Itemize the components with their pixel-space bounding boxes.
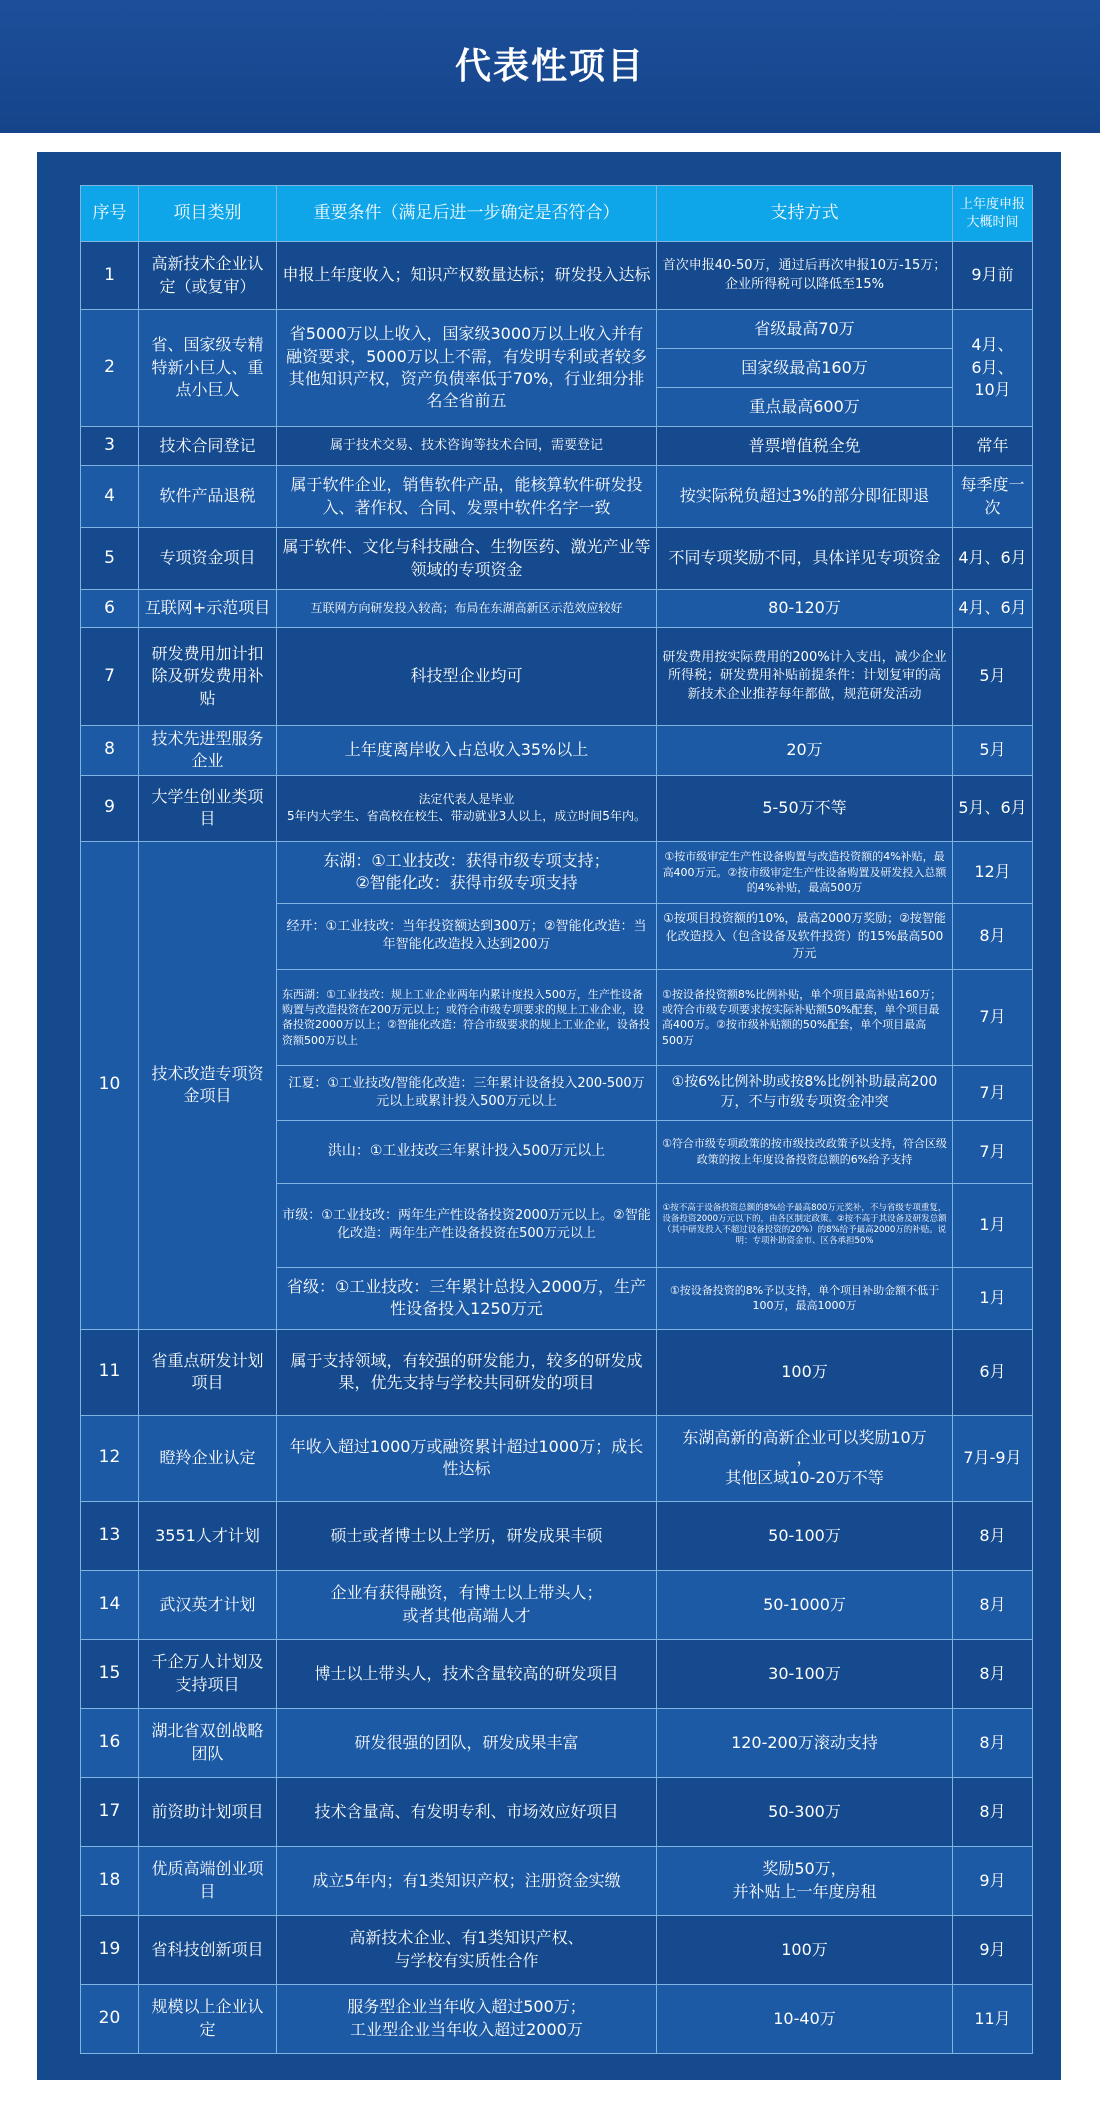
table-row	[81, 427, 1033, 466]
table-row	[81, 1915, 1033, 1984]
row-time: 1月	[953, 1183, 1033, 1267]
row-number: 4	[81, 466, 139, 528]
table-row	[81, 242, 1033, 310]
row-type: 互联网+示范项目	[139, 590, 277, 628]
row-time: 1月	[953, 1267, 1033, 1329]
table-row	[81, 1777, 1033, 1846]
row-support: 30-100万	[657, 1639, 953, 1708]
row-time: 7月	[953, 1120, 1033, 1183]
row-conditions: 经开：①工业技改：当年投资额达到300万；②智能化改造：当年智能化改造投入达到200万	[277, 903, 657, 969]
row-number: 17	[81, 1777, 139, 1846]
row-conditions: 科技型企业均可	[277, 628, 657, 726]
table-row	[81, 1984, 1033, 2053]
row-conditions: 博士以上带头人，技术含量较高的研发项目	[277, 1639, 657, 1708]
row-time: 7月	[953, 969, 1033, 1065]
row-conditions: 江夏：①工业技改/智能化改造：三年累计设备投入200-500万元以上或累计投入500万元以上	[277, 1065, 657, 1120]
row-time: 4月、 6月、 10月	[953, 310, 1033, 427]
header-type: 项目类别	[139, 186, 277, 242]
table-row	[81, 841, 1033, 903]
table-row	[81, 310, 1033, 349]
row-number: 12	[81, 1415, 139, 1501]
table-row	[81, 628, 1033, 726]
row-support: ①按设备投资的8%予以支持，单个项目补助金额不低于100万，最高1000万	[657, 1267, 953, 1329]
row-conditions: 成立5年内；有1类知识产权；注册资金实缴	[277, 1846, 657, 1915]
row-number: 2	[81, 310, 139, 427]
row-type: 千企万人计划及支持项目	[139, 1639, 277, 1708]
row-conditions: 上年度离岸收入占总收入35%以上	[277, 726, 657, 776]
table-row	[81, 590, 1033, 628]
row-time: 5月	[953, 628, 1033, 726]
row-number: 16	[81, 1708, 139, 1777]
table-row	[81, 1708, 1033, 1777]
table-row	[81, 528, 1033, 590]
row-support: ①按设备投资额8%比例补贴，单个项目最高补贴160万；或符合市级专项要求按实际补贴额50%配套，单个项目最高400万。②按市级补贴额的50%配套，单个项目最高500万	[657, 969, 953, 1065]
row-support: 普票增值税全免	[657, 427, 953, 466]
row-time: 8月	[953, 1570, 1033, 1639]
row-time: 11月	[953, 1984, 1033, 2053]
row-time: 7月	[953, 1065, 1033, 1120]
row-time: 5月、6月	[953, 775, 1033, 841]
table-row	[81, 1570, 1033, 1639]
row-support: 不同专项奖励不同，具体详见专项资金	[657, 528, 953, 590]
row-time: 5月	[953, 726, 1033, 776]
row-support: 东湖高新的高新企业可以奖励10万 ， 其他区域10-20万不等	[657, 1415, 953, 1501]
row-time: 9月前	[953, 242, 1033, 310]
row-support: 首次申报40-50万，通过后再次申报10万-15万；企业所得税可以降低至15%	[657, 242, 953, 310]
row-number: 15	[81, 1639, 139, 1708]
row-number: 11	[81, 1329, 139, 1415]
row-number: 18	[81, 1846, 139, 1915]
row-support: ①符合市级专项政策的按市级技改政策予以支持，符合区级政策的按上年度设备投资总额的6%给予支持	[657, 1120, 953, 1183]
row-conditions: 技术含量高、有发明专利、市场效应好项目	[277, 1777, 657, 1846]
row-conditions: 东西湖：①工业技改：规上工业企业两年内累计度投入500万，生产性设备购置与改造投资在200万元以上；或符合市级专项要求的规上工业企业，设备投资2000万以上；②智能化改造：符合市级要求的规上工业企业，设备投资额500万以上	[277, 969, 657, 1065]
row-time: 4月、6月	[953, 528, 1033, 590]
row-number: 9	[81, 775, 139, 841]
row-support: 50-300万	[657, 1777, 953, 1846]
row-conditions: 年收入超过1000万或融资累计超过1000万；成长性达标	[277, 1415, 657, 1501]
row-type: 前资助计划项目	[139, 1777, 277, 1846]
row-support: 100万	[657, 1329, 953, 1415]
table-row	[81, 1501, 1033, 1570]
table-row	[81, 1415, 1033, 1501]
row-conditions: 市级：①工业技改：两年生产性设备投资2000万元以上。②智能化改造：两年生产性设备投资在500万元以上	[277, 1183, 657, 1267]
row-conditions: 省级：①工业技改：三年累计总投入2000万，生产性设备投入1250万元	[277, 1267, 657, 1329]
row-conditions: 企业有获得融资，有博士以上带头人； 或者其他高端人才	[277, 1570, 657, 1639]
row-type: 优质高端创业项目	[139, 1846, 277, 1915]
row-type: 3551人才计划	[139, 1501, 277, 1570]
row-support: ①按不高于设备投资总额的8%给予最高800万元奖补，不与省级专项重复，设备投资2000万元以下的，由各区制定政策。②按不高于其设备及研发总额（其中研发投入不超过设备投资的20%）的8%给予最高2000万的补贴。说明：专项补助资金市、区各承担50%	[657, 1183, 953, 1267]
row-type: 瞪羚企业认定	[139, 1415, 277, 1501]
row-support: ①按6%比例补助或按8%比例补助最高200万，不与市级专项资金冲突	[657, 1065, 953, 1120]
row-conditions: 属于软件企业，销售软件产品，能核算软件研发投入、著作权、合同、发票中软件名字一致	[277, 466, 657, 528]
row-support: 80-120万	[657, 590, 953, 628]
row-conditions: 硕士或者博士以上学历，研发成果丰硕	[277, 1501, 657, 1570]
table-row	[81, 775, 1033, 841]
row-time: 4月、6月	[953, 590, 1033, 628]
row-time: 8月	[953, 1639, 1033, 1708]
row-type: 湖北省双创战略团队	[139, 1708, 277, 1777]
row-time: 6月	[953, 1329, 1033, 1415]
table-row	[81, 726, 1033, 776]
header-support: 支持方式	[657, 186, 953, 242]
row-type: 省科技创新项目	[139, 1915, 277, 1984]
row-number: 3	[81, 427, 139, 466]
header-time: 上年度申报 大概时间	[953, 186, 1033, 242]
row-type: 武汉英才计划	[139, 1570, 277, 1639]
row-conditions: 高新技术企业、有1类知识产权、 与学校有实质性合作	[277, 1915, 657, 1984]
row-time: 12月	[953, 841, 1033, 903]
row-type: 高新技术企业认定（或复审）	[139, 242, 277, 310]
row-conditions: 洪山：①工业技改三年累计投入500万元以上	[277, 1120, 657, 1183]
header-conditions: 重要条件（满足后进一步确定是否符合）	[277, 186, 657, 242]
row-support: 省级最高70万	[657, 310, 953, 349]
row-time: 常年	[953, 427, 1033, 466]
row-support: 50-1000万	[657, 1570, 953, 1639]
row-time: 8月	[953, 1777, 1033, 1846]
header-no: 序号	[81, 186, 139, 242]
row-support: 100万	[657, 1915, 953, 1984]
row-conditions: 属于支持领域，有较强的研发能力，较多的研发成果，优先支持与学校共同研发的项目	[277, 1329, 657, 1415]
row-time: 每季度一次	[953, 466, 1033, 528]
row-support: 按实际税负超过3%的部分即征即退	[657, 466, 953, 528]
page-title: 代表性项目	[454, 46, 645, 87]
row-number: 13	[81, 1501, 139, 1570]
row-conditions: 属于软件、文化与科技融合、生物医药、激光产业等领域的专项资金	[277, 528, 657, 590]
row-conditions: 互联网方向研发投入较高；布局在东湖高新区示范效应较好	[277, 590, 657, 628]
row-conditions: 法定代表人是毕业 5年内大学生、省高校在校生、带动就业3人以上，成立时间5年内。	[277, 775, 657, 841]
row-conditions: 东湖：①工业技改：获得市级专项支持； ②智能化改：获得市级专项支持	[277, 841, 657, 903]
row-number: 6	[81, 590, 139, 628]
row-time: 8月	[953, 1501, 1033, 1570]
row-support: 国家级最高160万	[657, 349, 953, 388]
projects-table	[80, 185, 1033, 2054]
row-conditions: 研发很强的团队，研发成果丰富	[277, 1708, 657, 1777]
row-type: 专项资金项目	[139, 528, 277, 590]
row-number: 8	[81, 726, 139, 776]
row-number: 10	[81, 841, 139, 1329]
row-time: 9月	[953, 1846, 1033, 1915]
row-conditions: 服务型企业当年收入超过500万； 工业型企业当年收入超过2000万	[277, 1984, 657, 2053]
row-support: 奖励50万， 并补贴上一年度房租	[657, 1846, 953, 1915]
row-type: 软件产品退税	[139, 466, 277, 528]
row-number: 5	[81, 528, 139, 590]
row-support: 重点最高600万	[657, 388, 953, 427]
row-time: 9月	[953, 1915, 1033, 1984]
table-row	[81, 1639, 1033, 1708]
row-number: 7	[81, 628, 139, 726]
row-support: ①按市级审定生产性设备购置与改造投资额的4%补贴，最高400万元。②按市级审定生产性设备购置及研发投入总额的4%补贴，最高500万	[657, 841, 953, 903]
row-type: 省重点研发计划项目	[139, 1329, 277, 1415]
table-header-row	[81, 186, 1033, 242]
row-type: 技术改造专项资金项目	[139, 841, 277, 1329]
row-type: 省、国家级专精特新小巨人、重点小巨人	[139, 310, 277, 427]
row-time: 8月	[953, 903, 1033, 969]
table-row	[81, 466, 1033, 528]
row-support: 50-100万	[657, 1501, 953, 1570]
row-conditions: 属于技术交易、技术咨询等技术合同，需要登记	[277, 427, 657, 466]
row-support: 5-50万不等	[657, 775, 953, 841]
row-support: 研发费用按实际费用的200%计入支出，减少企业所得税；研发费用补贴前提条件：计划复审的高新技术企业推荐每年都做，规范研发活动	[657, 628, 953, 726]
row-type: 技术合同登记	[139, 427, 277, 466]
row-type: 规模以上企业认定	[139, 1984, 277, 2053]
row-type: 研发费用加计扣除及研发费用补贴	[139, 628, 277, 726]
row-support: 20万	[657, 726, 953, 776]
row-type: 大学生创业类项目	[139, 775, 277, 841]
table-row	[81, 1846, 1033, 1915]
row-conditions: 申报上年度收入；知识产权数量达标；研发投入达标	[277, 242, 657, 310]
row-time: 8月	[953, 1708, 1033, 1777]
row-conditions: 省5000万以上收入，国家级3000万以上收入并有融资要求，5000万以上不需，有发明专利或者较多其他知识产权，资产负债率低于70%，行业细分排名全省前五	[277, 310, 657, 427]
row-number: 1	[81, 242, 139, 310]
row-type: 技术先进型服务企业	[139, 726, 277, 776]
row-number: 19	[81, 1915, 139, 1984]
row-support: 10-40万	[657, 1984, 953, 2053]
row-support: ①按项目投资额的10%，最高2000万奖励；②按智能化改造投入（包含设备及软件投资）的15%最高500万元	[657, 903, 953, 969]
row-number: 14	[81, 1570, 139, 1639]
row-support: 120-200万滚动支持	[657, 1708, 953, 1777]
row-time: 7月-9月	[953, 1415, 1033, 1501]
table-row	[81, 1329, 1033, 1415]
row-number: 20	[81, 1984, 139, 2053]
